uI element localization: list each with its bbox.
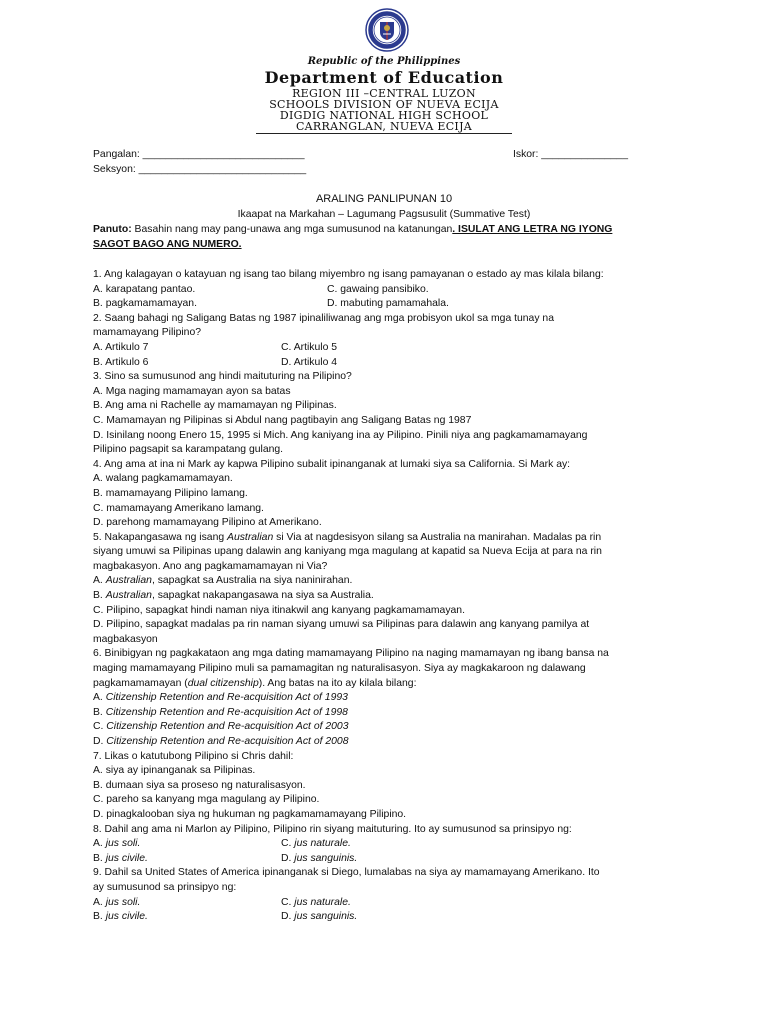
- option-italic: jus sanguinis.: [294, 852, 358, 864]
- option-c[interactable]: C. Mamamayan ng Pilipinas si Abdul nang pagtibayin ang Saligang Batas ng 1987: [93, 414, 472, 426]
- option-letter: A.: [93, 838, 106, 850]
- option-italic: jus soli.: [105, 838, 141, 850]
- option-text: , sapagkat sa Australia na siya naninirahan.: [151, 575, 353, 587]
- option-d-cont: magbakasyon: [93, 633, 158, 645]
- option-d[interactable]: [93, 735, 693, 750]
- question-5-cont2: magbakasyon. Ano ang pagkamamamayan ni Via?: [93, 560, 328, 572]
- option-b[interactable]: B. Artikulo 6: [93, 356, 149, 368]
- option-letter: B.: [93, 706, 106, 718]
- option-d[interactable]: [281, 852, 541, 867]
- option-c[interactable]: C. gawaing pansibiko.: [327, 283, 429, 295]
- option-d[interactable]: D. Isinilang noong Enero 15, 1995 si Mich. Ang kaniyang ina ay Pilipino. Pinili niya ang pagkamamamayang: [93, 429, 588, 441]
- option-b[interactable]: [93, 706, 693, 721]
- option-italic: jus sanguinis.: [294, 911, 358, 923]
- option-italic: jus civile.: [105, 911, 148, 923]
- question-8: 8. Dahil ang ama ni Marlon ay Pilipino, Pilipino rin siyang maituturing. Ito ay sumusunod sa prinsipyo ng:: [93, 823, 572, 835]
- iskor-field[interactable]: Iskor: _______________: [513, 149, 628, 160]
- option-italic: Citizenship Retention and Re-acquisition Act of 2003: [106, 721, 349, 733]
- instructions-emphasis-tail: SAGOT BAGO ANG NUMERO.: [93, 238, 242, 250]
- question-6: 6. Binibigyan ng pagkakataon ang mga dating mamamayang Pilipino na naging mamamayan ng ibang bansa na: [93, 648, 609, 660]
- option-b[interactable]: [93, 852, 281, 867]
- option-italic: jus naturale.: [294, 896, 351, 908]
- school-name: DIGDIG NATIONAL HIGH SCHOOL: [279, 109, 489, 122]
- option-letter: D.: [93, 736, 107, 747]
- option-letter: A.: [93, 692, 106, 704]
- option-text: , sapagkat nakapangasawa na siya sa Australia.: [151, 590, 374, 602]
- question-2-cont: mamamayang Pilipino?: [93, 327, 202, 339]
- q6-italic: dual citizenship: [187, 677, 259, 689]
- q6-text-rest: ). Ang batas na ito ay kilala bilang:: [258, 677, 417, 689]
- option-b[interactable]: [93, 589, 693, 604]
- exam-title: ARALING PANLIPUNAN 10: [315, 193, 453, 205]
- question-list: [93, 268, 693, 925]
- question-5-cont: siyang umuwi sa Pilipinas upang dalawin ang kaniyang mga magulang at kapatid sa Nueva Ecija at para na rin: [93, 546, 602, 558]
- option-letter: D.: [281, 852, 295, 864]
- q5-text: 5. Nakapangasawa ng isang: [93, 531, 228, 543]
- question-7: 7. Likas o katutubong Pilipino si Chris dahil:: [93, 750, 294, 762]
- question-9: 9. Dahil sa United States of America ipinanganak si Diego, lumalabas na siya ay mamamayang Amerikano. Ito: [93, 867, 600, 879]
- option-a[interactable]: A. siya ay ipinanganak sa Pilipinas.: [93, 765, 256, 777]
- option-italic: jus naturale.: [294, 838, 351, 850]
- question-5: [93, 531, 693, 546]
- q5-text-rest: si Via at nagdesisyon silang sa Australia na manirahan. Madalas pa rin: [273, 531, 602, 543]
- school-address: CARRANGLAN, NUEVA ECIJA: [295, 120, 473, 133]
- option-italic: Citizenship Retention and Re-acquisition Act of 1993: [105, 692, 348, 704]
- question-9-options: [93, 896, 693, 925]
- q5-italic: Australian: [227, 531, 274, 543]
- option-italic: Citizenship Retention and Re-acquisition Act of 1998: [105, 706, 348, 718]
- option-b[interactable]: B. Ang ama ni Rachelle ay mamamayan ng Pilipinas.: [93, 400, 337, 412]
- pangalan-field[interactable]: Pangalan: ____________________________: [93, 149, 305, 160]
- option-a[interactable]: A. Mga naging mamamayan ayon sa batas: [93, 385, 291, 397]
- option-b[interactable]: B. mamamayang Pilipino lamang.: [93, 487, 248, 499]
- option-c[interactable]: [281, 837, 541, 852]
- seksyon-field[interactable]: Seksyon: _____________________________: [93, 164, 307, 175]
- option-d[interactable]: D. Pilipino, sapagkat madalas pa rin naman siyang umuwi sa Pilipinas para dalawin ang kanyang pamilya at: [93, 619, 590, 631]
- option-a[interactable]: A. karapatang pantao.: [93, 283, 196, 295]
- option-b[interactable]: [93, 910, 281, 925]
- question-1: 1. Ang kalagayan o katayuan ng isang tao bilang miyembro ng isang pamayanan o estado ay mas kilala bilang:: [93, 269, 604, 280]
- option-italic: Australian: [105, 590, 152, 602]
- region-text: REGION III –CENTRAL LUZON: [292, 87, 476, 100]
- option-a[interactable]: [93, 896, 281, 911]
- question-6-cont: maging mamamayang Pilipino muli sa pamamagitan ng naturalisasyon. Siya ay magkakaroon ng dalawang: [93, 663, 586, 675]
- option-c[interactable]: [93, 720, 693, 735]
- question-4: 4. Ang ama at ina ni Mark ay kapwa Pilipino subalit ipinanganak at lumaki siya sa California. Si Mark ay:: [93, 458, 571, 470]
- option-a[interactable]: A. walang pagkamamamayan.: [93, 473, 233, 485]
- option-d[interactable]: D. Artikulo 4: [281, 356, 338, 368]
- republic-text: Republic of the Philippines: [307, 56, 461, 67]
- option-letter: A.: [93, 575, 106, 587]
- option-letter: A.: [93, 896, 106, 908]
- option-d[interactable]: D. mabuting pamamahala.: [327, 298, 449, 310]
- question-6-cont2: [93, 677, 693, 692]
- option-b[interactable]: B. dumaan siya sa proseso ng naturalisasyon.: [93, 779, 306, 791]
- department-name: Department of Education: [264, 68, 504, 87]
- question-2: 2. Saang bahagi ng Saligang Batas ng 1987 ipinaliliwanag ang mga probisyon ukol sa mga tunay na: [93, 312, 554, 324]
- option-italic: Australian: [105, 575, 152, 587]
- option-d[interactable]: [281, 910, 541, 925]
- question-8-options: [93, 837, 693, 866]
- option-a[interactable]: A. Artikulo 7: [93, 341, 149, 353]
- q6-text: pagkamamamayan (: [93, 677, 188, 689]
- option-d-cont: Pilipino pagsapit sa karampatang gulang.: [93, 444, 284, 456]
- question-3: 3. Sino sa sumusunod ang hindi maituturing na Pilipino?: [93, 371, 352, 383]
- header-divider: [256, 133, 512, 134]
- option-d[interactable]: D. parehong mamamayang Pilipino at Amerikano.: [93, 517, 322, 529]
- deped-seal-icon: [365, 8, 409, 52]
- option-letter: C.: [93, 721, 107, 733]
- option-a[interactable]: [93, 837, 281, 852]
- instructions-text: Basahin nang may pang-unawa ang mga sumusunod na katanungan: [131, 224, 453, 235]
- option-d[interactable]: D. pinagkalooban siya ng hukuman ng pagkamamamayang Pilipino.: [93, 808, 407, 820]
- question-2-options: [93, 341, 693, 370]
- question-1-options: [93, 283, 693, 312]
- option-c[interactable]: C. Pilipino, sapagkat hindi naman niya itinakwil ang kanyang pagkamamamayan.: [93, 604, 465, 616]
- option-a[interactable]: [93, 574, 693, 589]
- option-letter: B.: [93, 911, 106, 923]
- division-text: SCHOOLS DIVISION OF NUEVA ECIJA: [269, 98, 499, 111]
- option-letter: C.: [281, 896, 295, 908]
- option-italic: Citizenship Retention and Re-acquisition Act of 2008: [106, 736, 349, 747]
- instructions-label: Panuto:: [93, 224, 132, 235]
- option-a[interactable]: [93, 691, 693, 706]
- option-b[interactable]: B. pagkamamamayan.: [93, 298, 197, 310]
- option-italic: jus civile.: [105, 852, 148, 864]
- option-letter: D.: [281, 911, 295, 923]
- exam-subtitle: Ikaapat na Markahan – Lagumang Pagsusulit (Summative Test): [237, 209, 531, 220]
- option-italic: jus soli.: [105, 896, 141, 908]
- option-c[interactable]: C. mamamayang Amerikano lamang.: [93, 502, 264, 514]
- option-c[interactable]: C. Artikulo 5: [281, 341, 338, 353]
- option-letter: B.: [93, 852, 106, 864]
- option-c[interactable]: C. pareho sa kanyang mga magulang ay Pilipino.: [93, 794, 320, 806]
- option-letter: C.: [281, 838, 295, 850]
- instructions-emphasis-lead: . ISULAT ANG LETRA NG IYONG: [452, 224, 613, 235]
- option-c[interactable]: [281, 896, 541, 911]
- question-9-cont: ay sumusunod sa prinsipyo ng:: [93, 881, 237, 893]
- option-letter: B.: [93, 590, 106, 602]
- instructions: [93, 223, 693, 252]
